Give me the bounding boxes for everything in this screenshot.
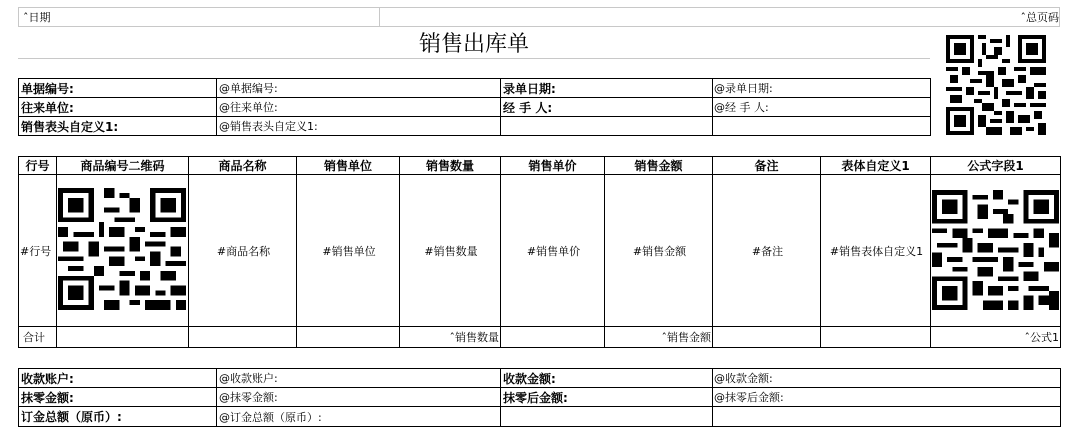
head-value-doc-no: @单据编号: bbox=[219, 82, 278, 95]
head-label-entry-date: 录单日期: bbox=[503, 81, 556, 96]
column-header-remark: 备注 bbox=[754, 159, 779, 173]
detail-sales-qty: #销售数量 bbox=[424, 244, 478, 258]
head-label-partner: 往来单位: bbox=[21, 100, 74, 115]
column-header-product-name: 商品名称 bbox=[218, 159, 267, 173]
footer-value-after-rounding: @抹零后金额: bbox=[714, 391, 784, 404]
head-value-entry-date: @录单日期: bbox=[714, 82, 773, 95]
footer-label-deposit-total: 订金总额（原币）: bbox=[21, 410, 122, 424]
total-pages-placeholder: ˆ总页码 bbox=[1020, 10, 1059, 24]
head-label-doc-no: 单据编号: bbox=[21, 81, 74, 96]
head-value-handler: @经 手 人: bbox=[714, 101, 769, 114]
detail-sales-unit: #销售单位 bbox=[322, 244, 376, 258]
detail-product-name: #商品名称 bbox=[216, 244, 271, 258]
column-header-sales-amount: 销售金额 bbox=[634, 159, 683, 173]
column-header-product-qr: 商品编号二维码 bbox=[80, 159, 165, 173]
footer-label-rounding-amount: 抹零金额: bbox=[21, 390, 74, 405]
detail-sales-amount: #销售金额 bbox=[632, 244, 687, 258]
head-value-custom1: @销售表头自定义1: bbox=[219, 120, 318, 133]
qr-code-icon bbox=[932, 190, 1059, 310]
detail-remark: #备注 bbox=[751, 244, 784, 258]
detail-row-no: #行号 bbox=[20, 244, 52, 258]
total-formula: ˆ公式1 bbox=[1024, 331, 1059, 344]
column-header-row-no: 行号 bbox=[25, 159, 50, 173]
qr-code-icon bbox=[946, 35, 1046, 135]
column-header-unit-price: 销售单价 bbox=[528, 159, 577, 173]
qr-code-icon bbox=[58, 188, 186, 310]
total-label: 合计 bbox=[23, 331, 45, 344]
detail-body-custom1: #销售表体自定义1 bbox=[829, 244, 924, 258]
head-value-partner: @往来单位: bbox=[219, 101, 278, 114]
footer-value-rounding-amount: @抹零金额: bbox=[219, 391, 278, 404]
column-header-formula1: 公式字段1 bbox=[967, 159, 1024, 173]
column-header-sales-qty: 销售数量 bbox=[425, 159, 474, 173]
head-label-custom1: 销售表头自定义1: bbox=[21, 119, 119, 134]
footer-label-receipt-amount: 收款金额: bbox=[503, 371, 556, 386]
total-sales-qty: ˆ销售数量 bbox=[449, 331, 499, 344]
footer-label-receipt-account: 收款账户: bbox=[21, 371, 74, 386]
footer-label-after-rounding: 抹零后金额: bbox=[503, 390, 568, 405]
footer-value-receipt-amount: @收款金额: bbox=[714, 372, 773, 385]
column-header-sales-unit: 销售单位 bbox=[323, 159, 372, 173]
footer-value-deposit-total: @订金总额（原币）: bbox=[219, 410, 322, 424]
column-header-body-custom1: 表体自定义1 bbox=[841, 159, 910, 173]
head-label-handler: 经 手 人: bbox=[503, 100, 553, 115]
date-placeholder: ˆ日期 bbox=[23, 10, 51, 24]
page-title: 销售出库单 bbox=[418, 32, 529, 57]
total-sales-amount: ˆ销售金额 bbox=[661, 331, 711, 344]
footer-value-receipt-account: @收款账户: bbox=[219, 372, 278, 385]
detail-unit-price: #销售单价 bbox=[526, 244, 581, 258]
